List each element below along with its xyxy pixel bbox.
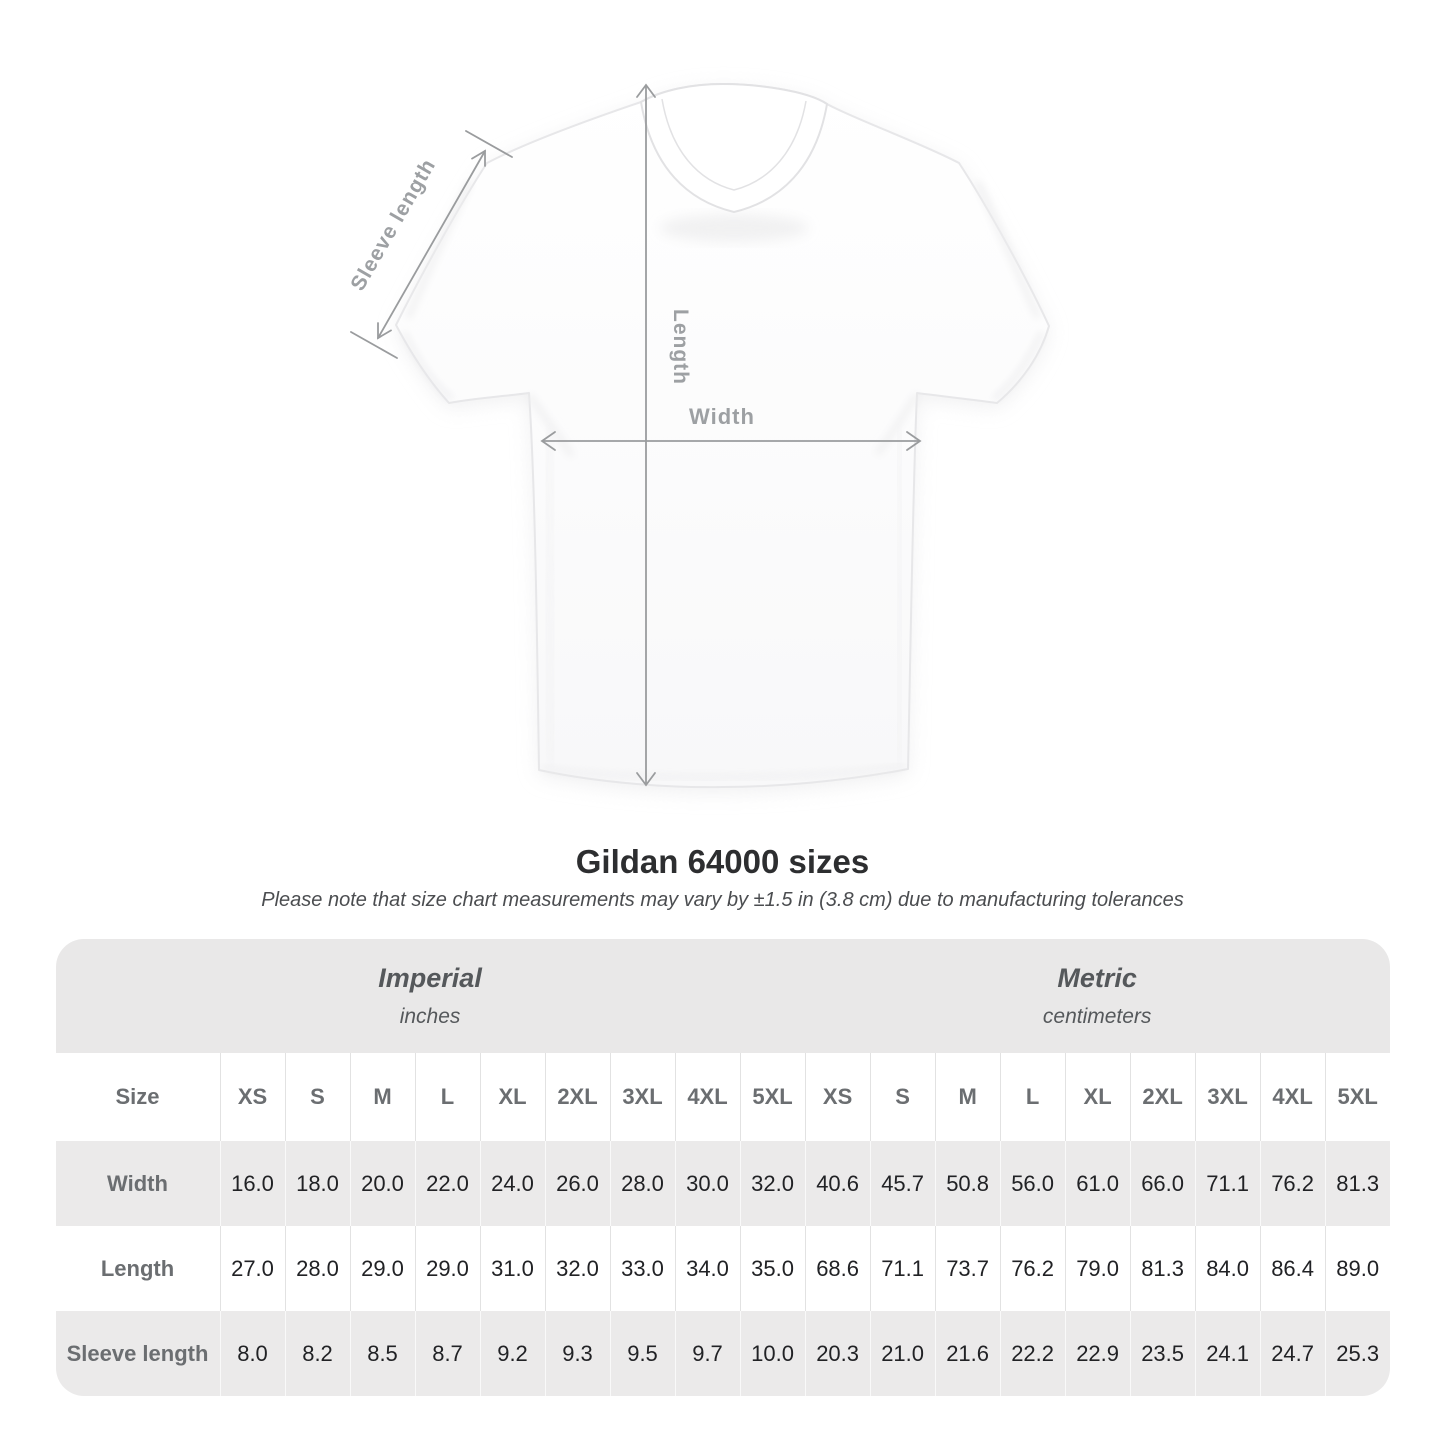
size-header-metric-l: L xyxy=(1000,1053,1065,1141)
size-header-metric-s: S xyxy=(870,1053,935,1141)
size-header-imperial-s: S xyxy=(285,1053,350,1141)
width-metric-value: 45.7 xyxy=(870,1141,935,1226)
width-imperial-value: 20.0 xyxy=(350,1141,415,1226)
sleeve-imperial-value: 9.2 xyxy=(480,1311,545,1396)
metric-unit: centimeters xyxy=(1042,1005,1152,1028)
width-metric-value: 81.3 xyxy=(1325,1141,1390,1226)
size-header-imperial-l: L xyxy=(415,1053,480,1141)
sleeve-imperial-value: 9.5 xyxy=(610,1311,675,1396)
size-chart-container xyxy=(56,939,1390,1396)
length-metric-value: 86.4 xyxy=(1260,1226,1325,1311)
units-header-row xyxy=(56,939,1390,1053)
tolerance-note: Please note that size chart measurements may vary by ±1.5 in (3.8 cm) due to manufacturing tolerances xyxy=(261,889,1184,911)
size-header-imperial-xl: XL xyxy=(480,1053,545,1141)
size-header-metric-m: M xyxy=(935,1053,1000,1141)
length-metric-value: 84.0 xyxy=(1195,1226,1260,1311)
size-chart-table xyxy=(56,939,1390,1396)
length-imperial-value: 28.0 xyxy=(285,1226,350,1311)
sleeve-imperial-value: 9.3 xyxy=(545,1311,610,1396)
length-imperial-value: 35.0 xyxy=(740,1226,805,1311)
sleeve-imperial-value: 8.2 xyxy=(285,1311,350,1396)
length-metric-value: 76.2 xyxy=(1000,1226,1065,1311)
imperial-label: Imperial xyxy=(378,963,482,993)
width-imperial-value: 22.0 xyxy=(415,1141,480,1226)
size-header-metric-3xl: 3XL xyxy=(1195,1053,1260,1141)
table-row-width xyxy=(56,1141,1390,1226)
length-label: Length xyxy=(669,309,692,385)
sleeve-metric-value: 23.5 xyxy=(1130,1311,1195,1396)
row-label-sleeve-length: Sleeve length xyxy=(56,1311,220,1396)
sleeve-imperial-value: 8.5 xyxy=(350,1311,415,1396)
sleeve-metric-value: 24.7 xyxy=(1260,1311,1325,1396)
row-label-length: Length xyxy=(56,1226,220,1311)
length-metric-value: 73.7 xyxy=(935,1226,1000,1311)
size-header-metric-xl: XL xyxy=(1065,1053,1130,1141)
sleeve-metric-value: 20.3 xyxy=(805,1311,870,1396)
length-imperial-value: 33.0 xyxy=(610,1226,675,1311)
width-metric-value: 56.0 xyxy=(1000,1141,1065,1226)
length-imperial-value: 29.0 xyxy=(350,1226,415,1311)
size-header-metric-xs: XS xyxy=(805,1053,870,1141)
metric-label: Metric xyxy=(1057,963,1137,993)
size-column-header: Size xyxy=(56,1053,220,1141)
sleeve-metric-value: 21.6 xyxy=(935,1311,1000,1396)
width-metric-value: 71.1 xyxy=(1195,1141,1260,1226)
width-imperial-value: 16.0 xyxy=(220,1141,285,1226)
width-imperial-value: 30.0 xyxy=(675,1141,740,1226)
page-title: Gildan 64000 sizes xyxy=(575,843,870,880)
sleeve-metric-value: 21.0 xyxy=(870,1311,935,1396)
sleeve-length-label: Sleeve length xyxy=(346,154,441,295)
metric-group-header xyxy=(805,939,1390,1053)
sizes-header-row xyxy=(56,1053,1390,1141)
size-header-imperial-3xl: 3XL xyxy=(610,1053,675,1141)
sleeve-metric-value: 24.1 xyxy=(1195,1311,1260,1396)
table-row-sleeve-length xyxy=(56,1311,1390,1396)
sleeve-imperial-value: 8.0 xyxy=(220,1311,285,1396)
width-imperial-value: 18.0 xyxy=(285,1141,350,1226)
size-header-imperial-xs: XS xyxy=(220,1053,285,1141)
length-metric-value: 81.3 xyxy=(1130,1226,1195,1311)
width-imperial-value: 32.0 xyxy=(740,1141,805,1226)
width-metric-value: 61.0 xyxy=(1065,1141,1130,1226)
length-metric-value: 68.6 xyxy=(805,1226,870,1311)
size-header-imperial-m: M xyxy=(350,1053,415,1141)
sleeve-imperial-value: 9.7 xyxy=(675,1311,740,1396)
width-imperial-value: 28.0 xyxy=(610,1141,675,1226)
length-metric-value: 79.0 xyxy=(1065,1226,1130,1311)
imperial-unit: inches xyxy=(399,1005,461,1028)
size-header-imperial-2xl: 2XL xyxy=(545,1053,610,1141)
sleeve-metric-value: 25.3 xyxy=(1325,1311,1390,1396)
length-metric-value: 89.0 xyxy=(1325,1226,1390,1311)
sleeve-metric-value: 22.2 xyxy=(1000,1311,1065,1396)
width-metric-value: 66.0 xyxy=(1130,1141,1195,1226)
length-imperial-value: 31.0 xyxy=(480,1226,545,1311)
size-header-metric-4xl: 4XL xyxy=(1260,1053,1325,1141)
size-header-imperial-5xl: 5XL xyxy=(740,1053,805,1141)
width-imperial-value: 24.0 xyxy=(480,1141,545,1226)
title-block xyxy=(0,844,1445,912)
size-header-metric-2xl: 2XL xyxy=(1130,1053,1195,1141)
row-label-width: Width xyxy=(56,1141,220,1226)
length-imperial-value: 34.0 xyxy=(675,1226,740,1311)
length-imperial-value: 29.0 xyxy=(415,1226,480,1311)
length-imperial-value: 32.0 xyxy=(545,1226,610,1311)
width-imperial-value: 26.0 xyxy=(545,1141,610,1226)
length-metric-value: 71.1 xyxy=(870,1226,935,1311)
size-header-metric-5xl: 5XL xyxy=(1325,1053,1390,1141)
sleeve-imperial-value: 10.0 xyxy=(740,1311,805,1396)
sleeve-metric-value: 22.9 xyxy=(1065,1311,1130,1396)
size-header-imperial-4xl: 4XL xyxy=(675,1053,740,1141)
table-row-length xyxy=(56,1226,1390,1311)
width-metric-value: 40.6 xyxy=(805,1141,870,1226)
length-imperial-value: 27.0 xyxy=(220,1226,285,1311)
sleeve-imperial-value: 8.7 xyxy=(415,1311,480,1396)
width-label: Width xyxy=(689,404,755,429)
width-metric-value: 50.8 xyxy=(935,1141,1000,1226)
imperial-group-header xyxy=(56,939,805,1053)
width-metric-value: 76.2 xyxy=(1260,1141,1325,1226)
